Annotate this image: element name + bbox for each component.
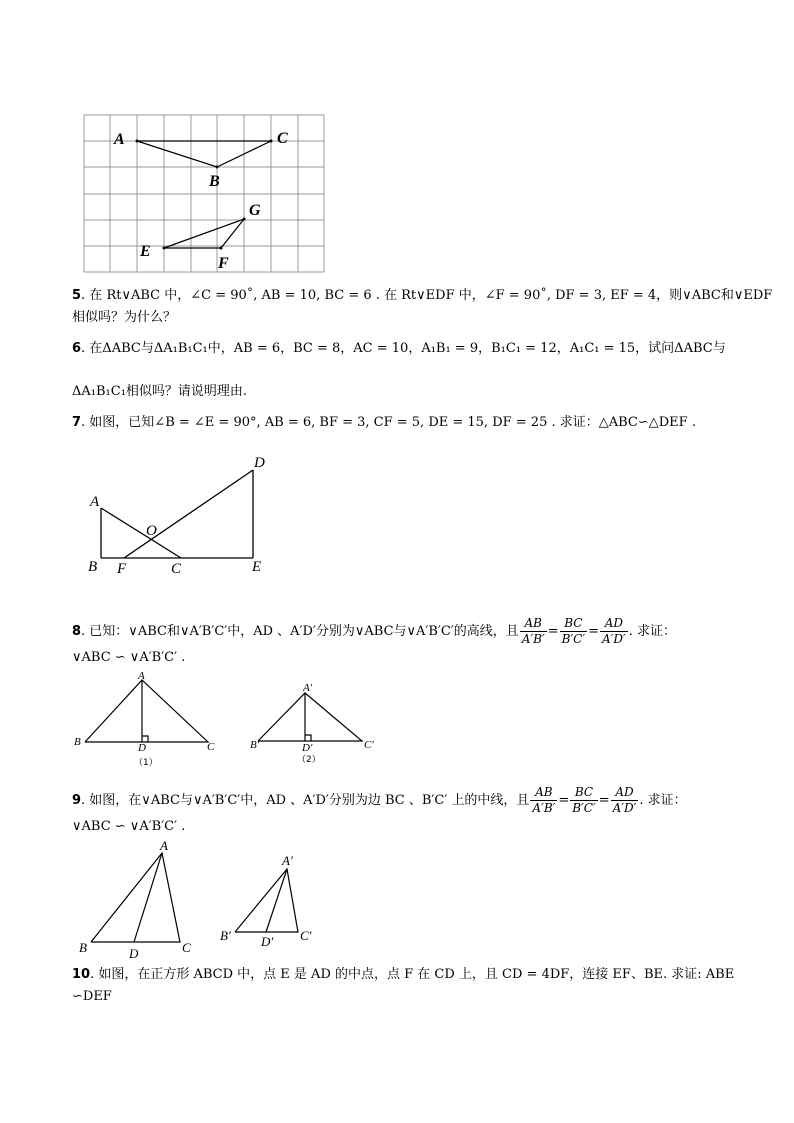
equals: = — [588, 624, 599, 639]
label-c: C — [171, 561, 182, 577]
question-text: . 如图，已知∠B = ∠E = 90°, AB = 6, BF = 3, CF = 5, DE = 15, DF = 25 . 求证：△ABC∽△DEF . — [81, 415, 696, 430]
label-b: B — [79, 940, 87, 955]
denominator: A′B′ — [521, 632, 545, 646]
question-number: 7 — [72, 415, 82, 430]
label-g: G — [249, 202, 261, 219]
label-c: C — [277, 130, 288, 147]
label-a-prime: A′ — [303, 682, 313, 694]
label-b: B — [88, 559, 98, 575]
question-8-line2: ∨ABC ∽ ∨A′B′C′ . — [72, 650, 186, 665]
numerator: AD — [600, 616, 628, 632]
question-text: . 已知：∨ABC和∨A′B′C′中，AD 、A′D′分别为∨ABC与∨A′B′C′的高线，且 — [81, 624, 519, 639]
denominator: B′C′ — [572, 801, 596, 815]
question-number: 9 — [72, 793, 82, 808]
question-text: . 在 Rt∨ABC 中，∠C = 90˚, AB = 10, BC = 6 . 在 Rt∨EDF 中，∠F = 90˚, DF = 3, EF = 4，则∨ABC和∨EDF — [81, 288, 773, 303]
denominator: A′B′ — [532, 801, 556, 815]
label-a-prime: A′ — [282, 853, 293, 868]
label-d-prime: D′ — [302, 742, 313, 754]
question-9-line2: ∨ABC ∽ ∨A′B′C′ . — [72, 819, 186, 834]
label-a: A — [160, 838, 168, 853]
label-d: D — [138, 742, 146, 754]
label-a: A — [114, 131, 125, 148]
label-b: B — [209, 173, 220, 190]
numerator: AB — [530, 785, 557, 801]
question-number: 10 — [72, 967, 91, 982]
label-c-prime: C′ — [364, 739, 374, 751]
numerator: BC — [560, 616, 587, 632]
label-e: E — [252, 559, 262, 575]
question-text: . 求证： — [639, 793, 687, 808]
question-10-line1 — [72, 966, 734, 984]
label-d-prime: D′ — [261, 934, 274, 949]
question-number: 5 — [72, 288, 82, 303]
question-number: 6 — [72, 341, 82, 356]
label-b-prime: B′ — [220, 928, 231, 943]
label-f: F — [218, 255, 229, 272]
question-text: . 在ΔABC与ΔA₁B₁C₁中，AB = 6，BC = 8，AC = 10，A₁B₁ = 9，B₁C₁ = 12，A₁C₁ = 15，试问ΔABC与 — [81, 341, 726, 356]
label-a: A — [90, 494, 100, 510]
label-c: C — [182, 940, 191, 955]
caption-1: （1） — [134, 758, 158, 768]
question-6-line2: ΔA₁B₁C₁相似吗？请说明理由. — [72, 384, 248, 399]
question-text: . 求证： — [628, 624, 676, 639]
caption-2: （2） — [297, 755, 321, 765]
label-a: A — [138, 670, 145, 682]
label-d: D — [129, 946, 139, 961]
label-b: B — [74, 736, 81, 748]
denominator: B′C′ — [561, 632, 586, 646]
question-10-line2: ∽DEF — [72, 989, 112, 1004]
label-d: D — [254, 455, 265, 471]
equals: = — [598, 793, 610, 808]
question-text: . 如图，在∨ABC与∨A′B′C′中，AD 、A′D′分别为边 BC 、B′C′ 上的中线，且 — [81, 793, 530, 808]
question-text: . 如图，在正方形 ABCD 中，点 E 是 AD 的中点，点 F 在 CD 上，且 CD = 4DF，连接 EF、BE. 求证: ABE — [90, 967, 735, 982]
question-5-line2: 相似吗？为什么？ — [72, 310, 177, 325]
equals: = — [558, 793, 570, 808]
label-f: F — [117, 561, 127, 577]
denominator: A′D′ — [601, 632, 626, 646]
label-c: C — [207, 741, 215, 753]
equals: = — [547, 624, 559, 639]
numerator: AD — [611, 785, 639, 801]
question-number: 8 — [72, 624, 82, 639]
numerator: AB — [520, 616, 547, 632]
label-o: O — [146, 523, 157, 539]
numerator: BC — [570, 785, 597, 801]
denominator: A′D′ — [612, 801, 637, 815]
label-e: E — [140, 243, 151, 260]
label-c-prime: C′ — [300, 928, 312, 943]
label-b-prime: B′ — [250, 739, 260, 751]
